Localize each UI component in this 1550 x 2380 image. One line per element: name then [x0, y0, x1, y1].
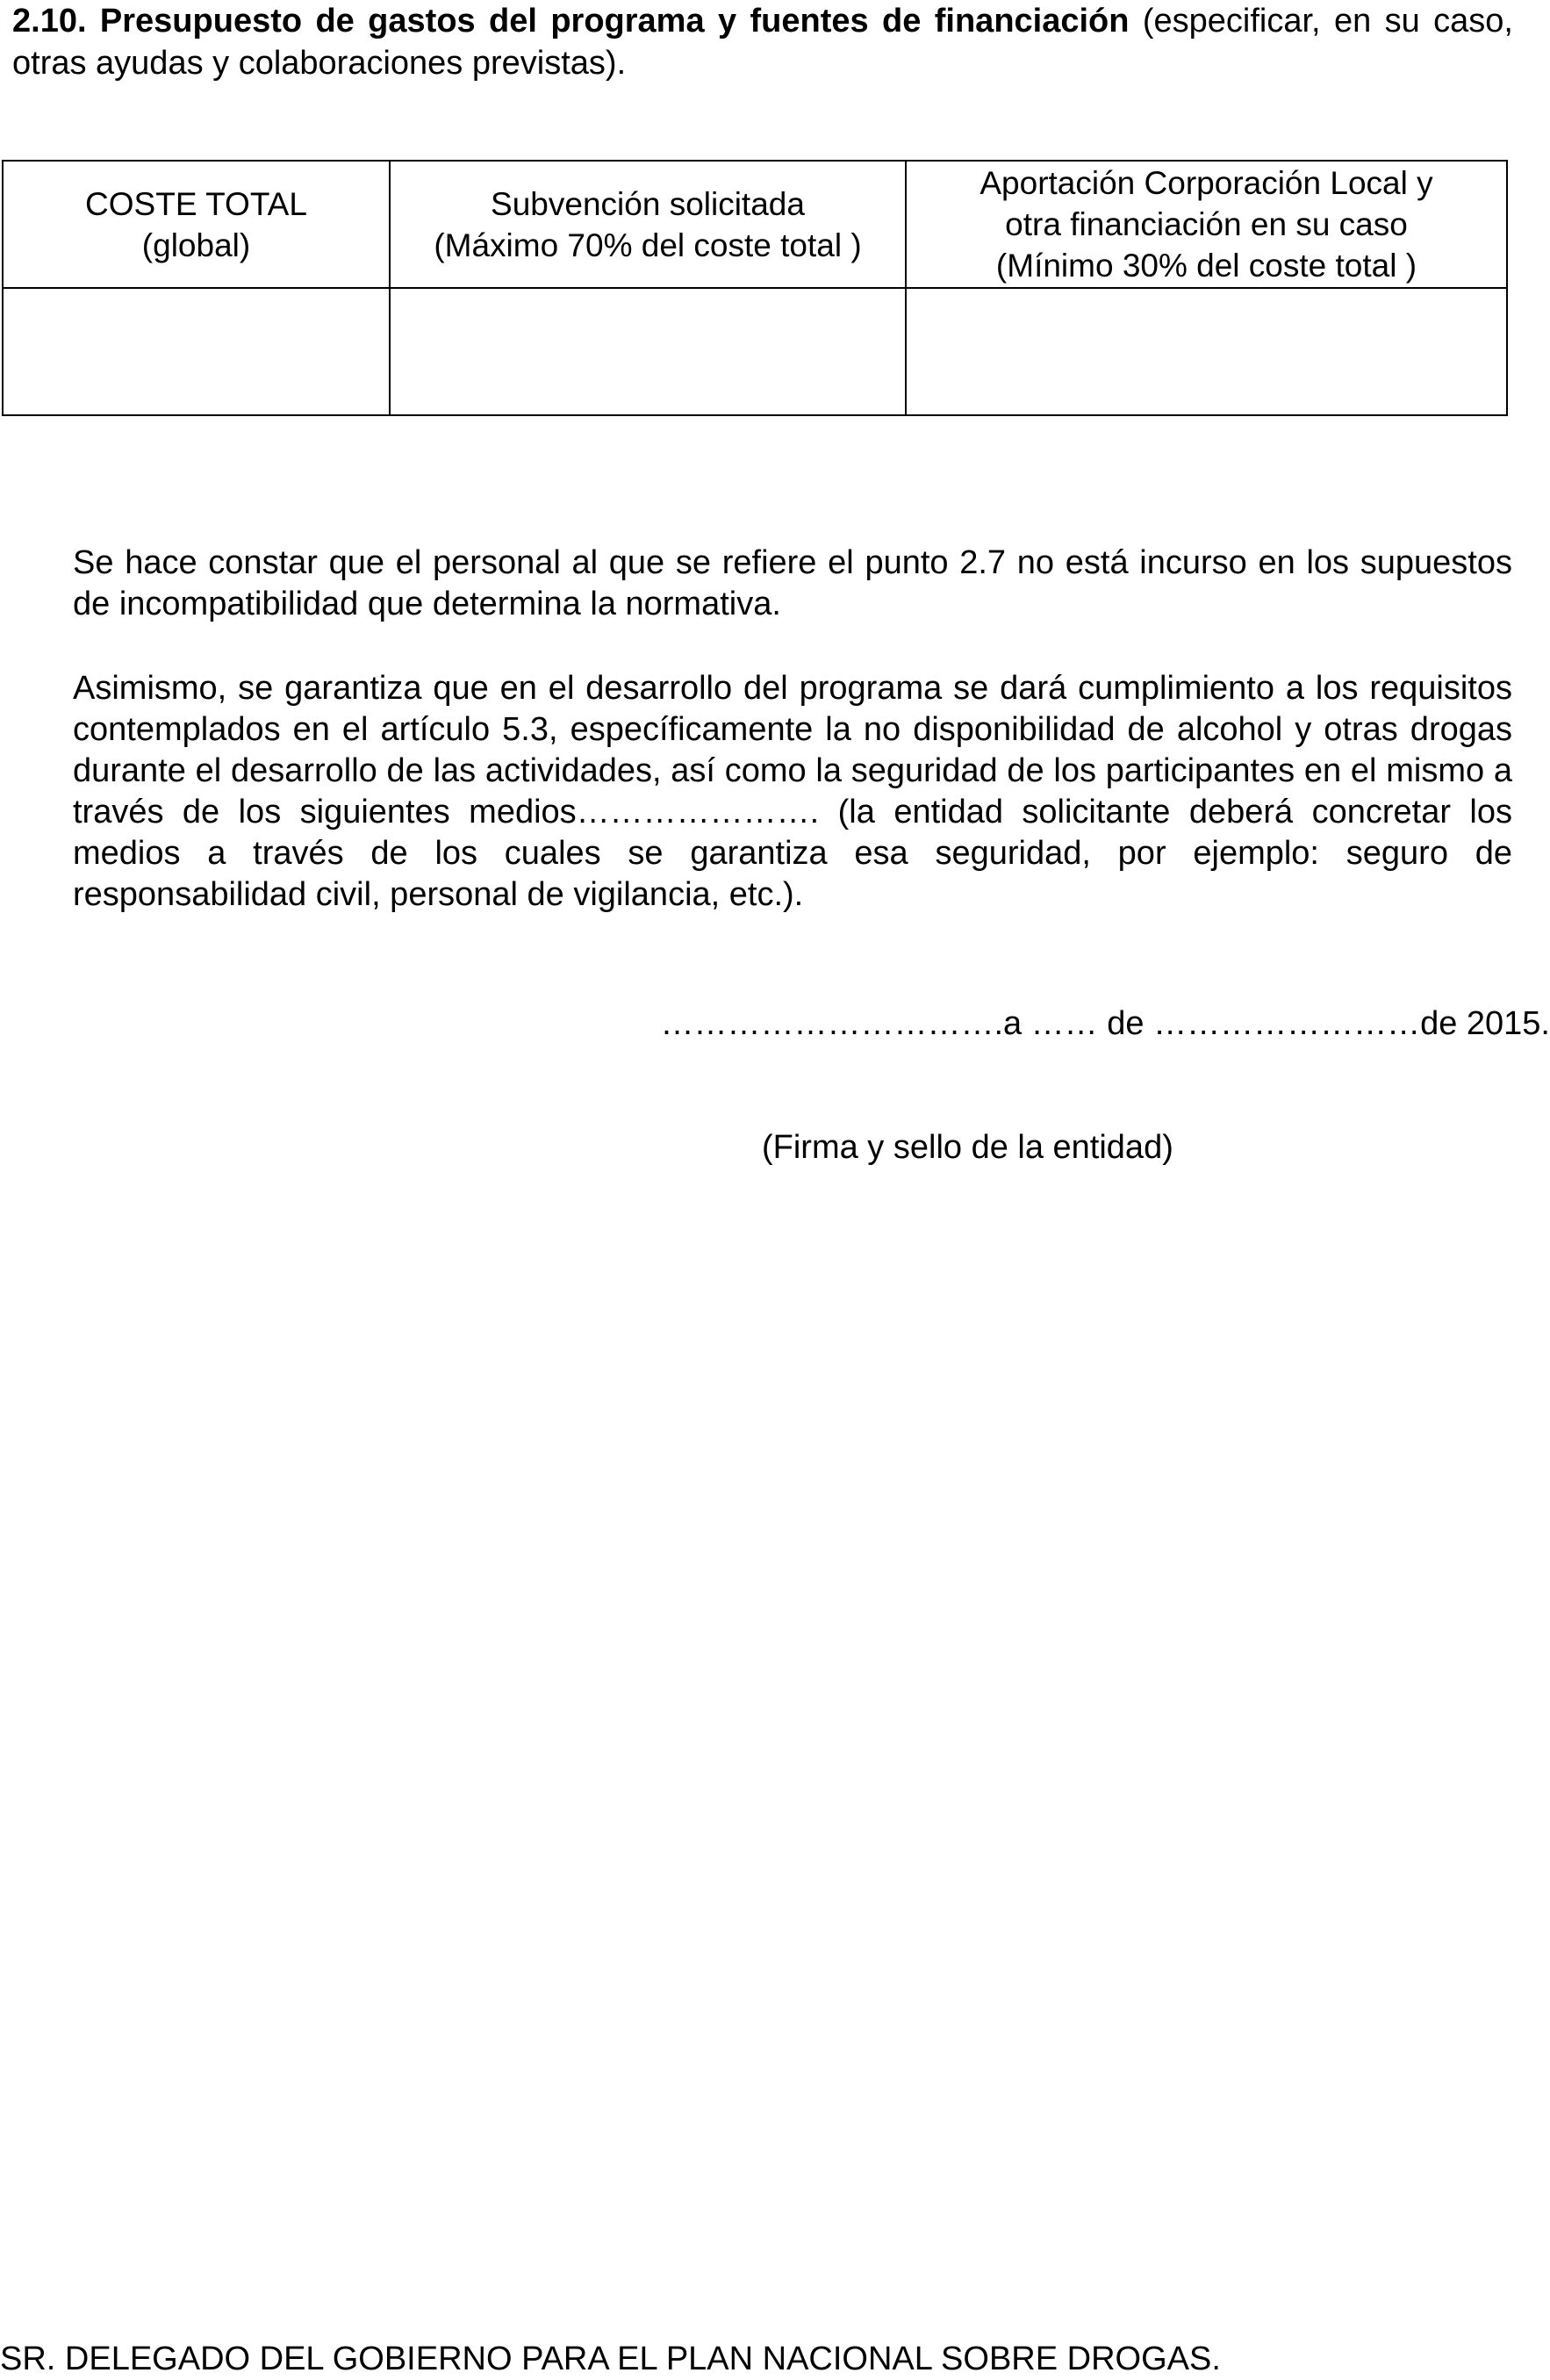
header-coste-total-line1: COSTE TOTAL — [85, 185, 307, 222]
header-subvencion-line1: Subvención solicitada — [491, 185, 805, 222]
value-coste-total-cell[interactable] — [3, 288, 390, 415]
incompatibility-statement: Se hace constar que el personal al que se refiere el punto 2.7 no está incurso en los supuestos de incompatibilidad que determina la normativa. — [73, 544, 1512, 622]
value-subvencion-cell[interactable] — [390, 288, 906, 415]
header-aportacion — [906, 161, 1507, 288]
value-aportacion-cell[interactable] — [906, 288, 1507, 415]
section-title: 2.10. Presupuesto de gastos del programa y fuentes de financiación — [12, 3, 1130, 40]
signature-label: (Firma y sello de la entidad) — [762, 1129, 1173, 1166]
header-subvencion-line2: (Máximo 70% del coste total ) — [434, 226, 862, 263]
date-line: ………………………….a …… de ……………………de 2015. — [660, 1005, 1550, 1042]
header-coste-total-line2: (global) — [141, 226, 251, 263]
header-aportacion-line3: (Mínimo 30% del coste total ) — [995, 248, 1417, 284]
header-aportacion-line1: Aportación Corporación Local y — [980, 165, 1433, 201]
budget-table-value-row — [3, 288, 1507, 415]
guarantee-statement: Asimismo, se garantiza que en el desarrollo del programa se dará cumplimiento a los requisitos contemplados en el artículo 5.3, específicamente la no disponibilidad de alcohol y otras drogas durante el desarrollo de las actividades, así como la seguridad de los participantes en el mismo a través de los siguientes medios…………………. (la entidad solicitante deberá concretar los medios a través de los cuales se garantiza esa seguridad, por ejemplo: seguro de responsabilidad civil, personal de vigilancia, etc.). — [73, 670, 1512, 913]
header-subvencion — [390, 161, 906, 288]
budget-table-header-row — [3, 161, 1507, 288]
addressee: SR. DELEGADO DEL GOBIERNO PARA EL PLAN NACIONAL SOBRE DROGAS. — [0, 2340, 1221, 2377]
budget-table — [2, 160, 1508, 416]
section-heading — [12, 0, 1513, 84]
header-aportacion-line2: otra financiación en su caso — [1005, 206, 1408, 242]
header-coste-total — [3, 161, 390, 288]
section-note: (especificar, en su caso, otras ayudas y colaboraciones previstas). — [12, 3, 1513, 82]
